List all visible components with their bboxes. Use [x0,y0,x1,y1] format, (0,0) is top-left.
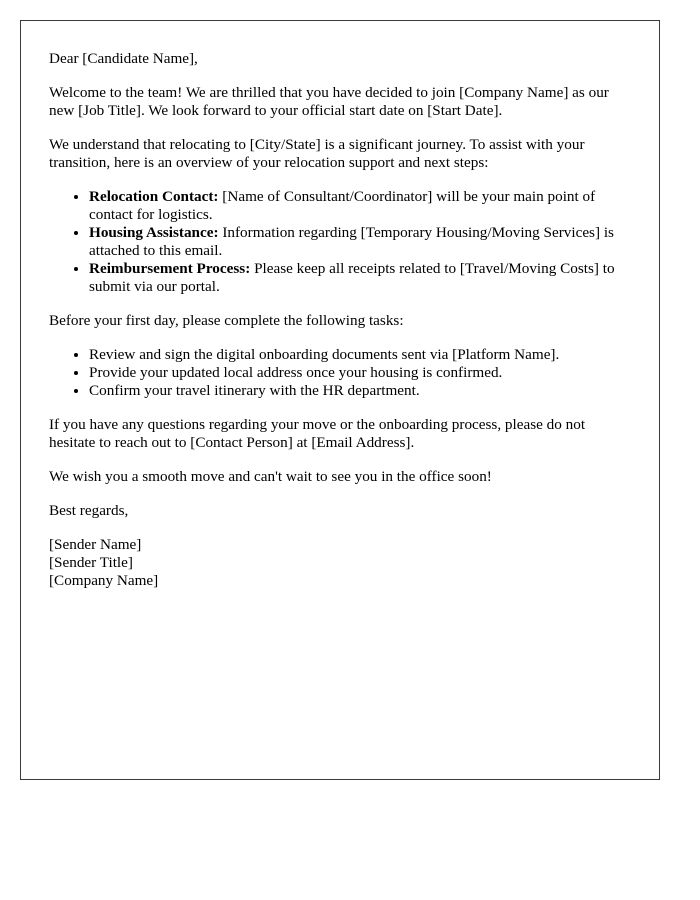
wish-paragraph: We wish you a smooth move and can't wait to see you in the office soon! [49,468,492,485]
welcome-paragraph: Welcome to the team! We are thrilled that you have decided to join [Company Name] as our new [Job Title]. We look forward to your official start date on [Start Date]. [49,84,609,119]
support-item-housing-assistance [89,224,631,260]
task-item: • Review and sign the digital onboarding documents sent via [Platform Name]. [89,346,631,364]
questions-paragraph: If you have any questions regarding your move or the onboarding process, please do not hesitate to reach out to [Contact Person] at [Email Address]. [49,416,586,451]
task-item: • Confirm your travel itinerary with the HR department. [89,382,631,400]
support-item-relocation-contact [89,188,631,224]
tasks-list [49,346,631,400]
signature-block [49,536,631,590]
relocation-intro-paragraph: We understand that relocating to [City/State] is a significant journey. To assist with your transition, here is an overview of your relocation support and next steps: [49,136,585,171]
support-item-label: Housing Assistance: [89,224,219,241]
closing: Best regards, [49,502,129,519]
support-item-text: Please keep all receipts related to [Travel/Moving Costs] to submit via our portal. [89,260,615,295]
sender-name: [Sender Name] [49,536,142,553]
relocation-support-list [49,188,631,296]
support-item-text: [Name of Consultant/Coordinator] will be your main point of contact for logistics. [89,188,596,223]
sender-company: [Company Name] [49,572,159,589]
greeting: Dear [Candidate Name], [49,50,198,67]
sender-title: [Sender Title] [49,554,133,571]
task-item: • Provide your updated local address once your housing is confirmed. [89,364,631,382]
support-item-label: Relocation Contact: [89,188,219,205]
letter-page [20,20,660,780]
support-item-label: Reimbursement Process: [89,260,251,277]
support-item-text: Information regarding [Temporary Housing/Moving Services] is attached to this email. [89,224,614,259]
support-item-reimbursement-process [89,260,631,296]
tasks-intro-paragraph: Before your first day, please complete the following tasks: [49,312,404,329]
